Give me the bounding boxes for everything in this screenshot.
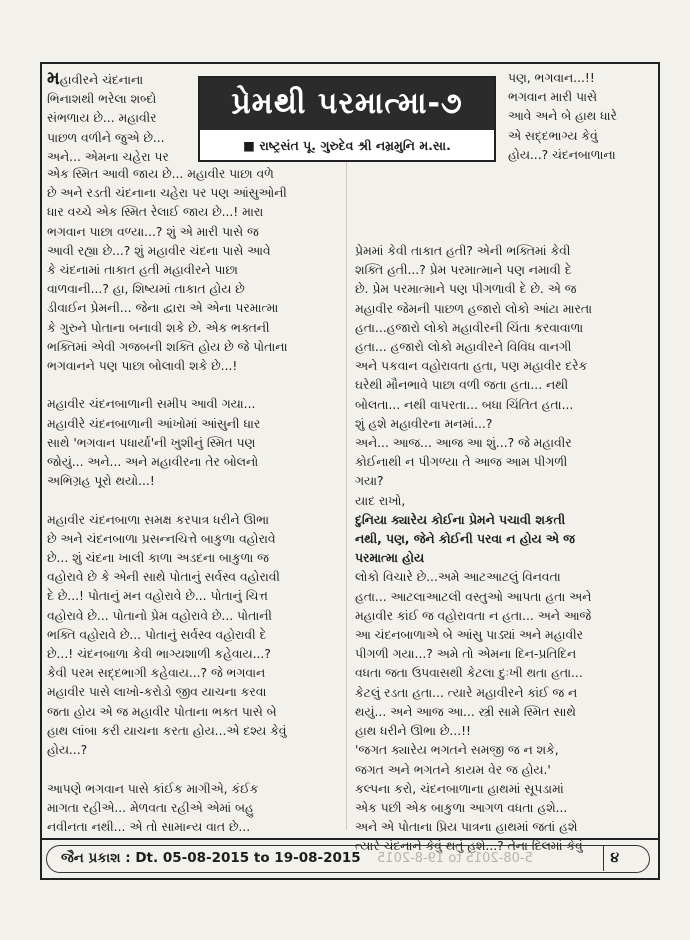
text-line: સંભળાય છે... મહાવીર (47, 111, 157, 126)
text-line (355, 165, 651, 184)
text-line (355, 146, 651, 165)
text-line: હતા... આટલાઆટલી વસ્તુઓ આપતા હતા અને (355, 589, 592, 604)
text-line: ભગવાન મારી પાસે (508, 90, 597, 105)
text-line (355, 223, 651, 242)
text-line: અભિગ્રહ પૂરો થયો...! (47, 474, 155, 489)
text-line: દુનિયા ક્યારેય કોઈના પ્રેમને પચાવી શકતી (355, 512, 566, 527)
article-title: પ્રેમથી પરમાત્મા-૭ (200, 78, 494, 130)
text-line: ત્યારે ચંદનાને કેવું થતું હશે...? તેના દિલમાં કેવું (355, 839, 583, 854)
text-line: મહાવીર કાંઈ જ વહોરાવતા ન હતા... અને આજે (355, 608, 592, 623)
text-line: ભિનાશથી ભરેલા શબ્દો (47, 92, 157, 107)
publication-info: જૈન પ્રકાશ : Dt. 05-08-2015 to 19-08-2015 (61, 850, 361, 866)
text-line: પરમાત્મા હોય (355, 551, 425, 566)
text-line: એક સ્મિત આવી જાય છે... મહાવીર પાછા વળે (47, 167, 274, 181)
text-line: શક્તિ હતી...? પ્રેમ પરમાત્માને પણ નમાવી દે (355, 263, 572, 278)
text-line: કલ્પના કરો, ચંદનબાળાના હાથમાં સૂપડામાં (355, 781, 564, 796)
text-line: ભગવાન પાછા વળ્યા...? શું એ મારી પાસે જ (47, 224, 259, 239)
text-line: મહાવીર ચંદનબાળાની સમીપ આવી ગયા... (47, 397, 256, 412)
text-line: ડીવાઈન પ્રેમની... જેના દ્વારા એ એના પરમાત્મા (47, 301, 279, 316)
page-number: ૪ (610, 850, 619, 866)
text-line: જોયું... અને... અને મહાવીરના તેર બોલનો (47, 455, 259, 470)
text-line: છે... શું ચંદના ખાલી કાળા અડદના બાકુળા જ (47, 551, 269, 566)
text-line: આવે અને બે હાથ ધારે (508, 109, 617, 124)
text-line: ભક્તિમાં એવી ગજબની શક્તિ હોય છે જે પોતાના (47, 339, 288, 354)
page-footer (40, 838, 658, 880)
text-line: હતા... હજારો લોકો મહાવીરને વિવિધ વાનગી (355, 340, 572, 355)
text-line: પાછળ વળીને જુએ છે... (47, 130, 165, 145)
text-line: થયું... અને આજ આ... સ્ત્રી સામે સ્મિત સાથે (355, 704, 576, 719)
text-line: મહાવીરે ચંદનબાળાની આંખોમાં આંસુની ધાર (47, 416, 261, 431)
text-line: પણ, ભગવાન...!! (508, 71, 595, 85)
text-line: અને એ પોતાના પ્રિય પાત્રના હાથમાં જતાં હશે (355, 820, 578, 835)
text-line-rest: હાવીરને ચંદનાના (59, 73, 144, 87)
footer-band (46, 845, 650, 873)
text-line: હતા...હજારો લોકો મહાવીરની ચિંતા કરવાવાળા (355, 320, 584, 335)
text-line (47, 491, 339, 510)
text-line: હોય...? (47, 743, 88, 758)
text-line: ધાર વચ્ચે એક સ્મિત રેલાઈ જાય છે...! મારા (47, 205, 264, 220)
text-line: હોય...? ચંદનબાળાના (508, 147, 616, 162)
text-line: આપણે ભગવાન પાસે કાંઈક માગીએ, કંઈક (47, 781, 259, 796)
text-line: હાથ લાંબા કરી યાચના કરતા હોય...એ દશ્ય કેવું (47, 723, 287, 738)
text-line: યાદ રાખો, (355, 493, 406, 508)
text-line: હાથ ધરીને ઊભા છે...!! (355, 724, 471, 739)
text-line: વહોરાવે છે કે એની સાથે પોતાનું સર્વસ્વ વહોરાવી (47, 570, 280, 585)
text-line: કોઈનાથી ન પીગળ્યા તે આજ આમ પીગળી (355, 455, 568, 470)
text-line: ગયા? (355, 474, 384, 489)
text-line: આ ચંદનબાળાએ બે આંસુ પાડ્યાં અને મહાવીર (355, 628, 584, 643)
text-line (47, 69, 197, 90)
text-line: જતા હોય એ જ મહાવીર પોતાના ભક્ત પાસે બે (47, 704, 277, 719)
text-line: અને... એમના ચહેરા પર (47, 149, 169, 164)
text-line: કે ગુરુને પોતાના બનાવી શકે છે. એક ભક્તની (47, 320, 270, 335)
text-line: નવીનતા નથી... એ તો સામાન્ય વાત છે... (47, 819, 251, 834)
text-line: લોકો વિચારે છે...અમે આટઆટલું વિનવતા (355, 570, 561, 585)
text-line: છે અને ચંદનબાળા પ્રસન્નચિત્તે બાકુળા વહોરાવે (47, 531, 276, 546)
text-line: છે અને રડતી ચંદનાના ચહેરા પર પણ આંસુઓની (47, 186, 287, 201)
text-line: માગતા રહીએ... મેળવતા રહીએ એમાં બહુ (47, 800, 254, 815)
text-line: દે છે...! પોતાનું મન વહોરાવે છે... પોતાનું ચિત્ત (47, 589, 268, 604)
text-line (47, 760, 339, 779)
text-line: અને પકવાન વહોરાવતા હતા, પણ મહાવીર દરેક (355, 359, 588, 374)
column-left-top (47, 69, 197, 167)
text-line: ભક્તિ વહોરાવે છે... પોતાનું સર્વસ્વ વહોરાવી દે (47, 627, 267, 642)
text-line: જગત અને ભગતને કાયમ વેર જ હોય.' (355, 762, 551, 777)
text-line: વાળવાની...? હા, શિષ્યમાં તાકાત હોય છે (47, 282, 245, 297)
text-line: કેવી પરમ સદ્દભાગી કહેવાય...? જે ભગવાન (47, 666, 266, 681)
text-line: નથી, પણ, જેને કોઈની પરવા ન હોય એ જ (355, 532, 575, 547)
text-line: 'જગત ક્યારેય ભગતને સમજી જ ન શકે, (355, 743, 559, 758)
text-line (355, 204, 651, 223)
column-left (47, 165, 339, 837)
footer-separator (603, 846, 604, 871)
column-divider (346, 162, 347, 830)
column-right (355, 146, 651, 857)
text-line: પીગળી ગયા...? અમે તો એમના દિન-પ્રતિદિન (355, 647, 577, 662)
text-line: એક પછી એક બાકુળા આગળ વધતા હશે... (355, 800, 568, 815)
article-author: ■ રાષ્ટ્રસંત પૂ. ગુરુદેવ શ્રી નમ્રમુનિ મ.સા. (243, 138, 451, 153)
text-line: મહાવીર જેમની પાછળ હજારો લોકો આંટા મારતા (355, 301, 593, 316)
text-line: છે...! ચંદનબાળા કેવી ભાગ્યશાળી કહેવાય...? (47, 647, 271, 662)
text-line: ઘરેથી મૌનભાવે પાછા વળી જતા હતા... નથી (355, 378, 569, 393)
text-line: કે ચંદનામાં તાકાત હતી મહાવીરને પાછા (47, 263, 238, 278)
text-line: અને... આજ... આજ આ શું...? જે મહાવીર (355, 436, 572, 451)
text-line: સાથે 'ભગવાન પધાર્યા'ની ખુશીનું સ્મિત પણ (47, 435, 256, 450)
text-line: વહોરાવે છે... પોતાનો પ્રેમ વહોરાવે છે... પોતાની (47, 608, 272, 623)
drop-cap: મ (47, 69, 60, 89)
text-line: મહાવીર ચંદનબાળા સમક્ષ કરપાત્ર ધરીને ઊભા (47, 512, 270, 527)
text-line: મહાવીર પાસે લાખો-કરોડો જીવ યાચના કરવા (47, 685, 267, 700)
text-line: એ સદ્દભાગ્ય કેવું (508, 128, 598, 143)
text-line: કેટલું રડતા હતા... ત્યારે મહાવીરને કાંઈ જ ન (355, 685, 578, 700)
text-line: વધતા જતા ઉપવાસથી કેટલા દુઃખી થતા હતા... (355, 666, 583, 681)
text-line: શું હશે મહાવીરના મનમાં...? (355, 416, 493, 431)
text-line: છે. પ્રેમ પરમાત્માને પણ પીગળાવી દે છે. એ જ (355, 282, 577, 297)
show-through-text: 5-08-2015 to 19-8-2015 (377, 851, 533, 866)
text-line (47, 376, 339, 395)
text-line: પ્રેમમાં કેવી તાકાત હતી? એની ભક્તિમાં કેવી (355, 244, 571, 259)
text-line: આવી રહ્યા છે...? શું મહાવીર ચંદના પાસે આવે (47, 243, 271, 258)
text-line: બોલતા... નથી વાપરતા... બધા ચિંતિત હતા... (355, 397, 574, 412)
text-line (355, 184, 651, 203)
text-line: ભગવાનને પણ પાછા બોલાવી શકે છે...! (47, 359, 238, 374)
